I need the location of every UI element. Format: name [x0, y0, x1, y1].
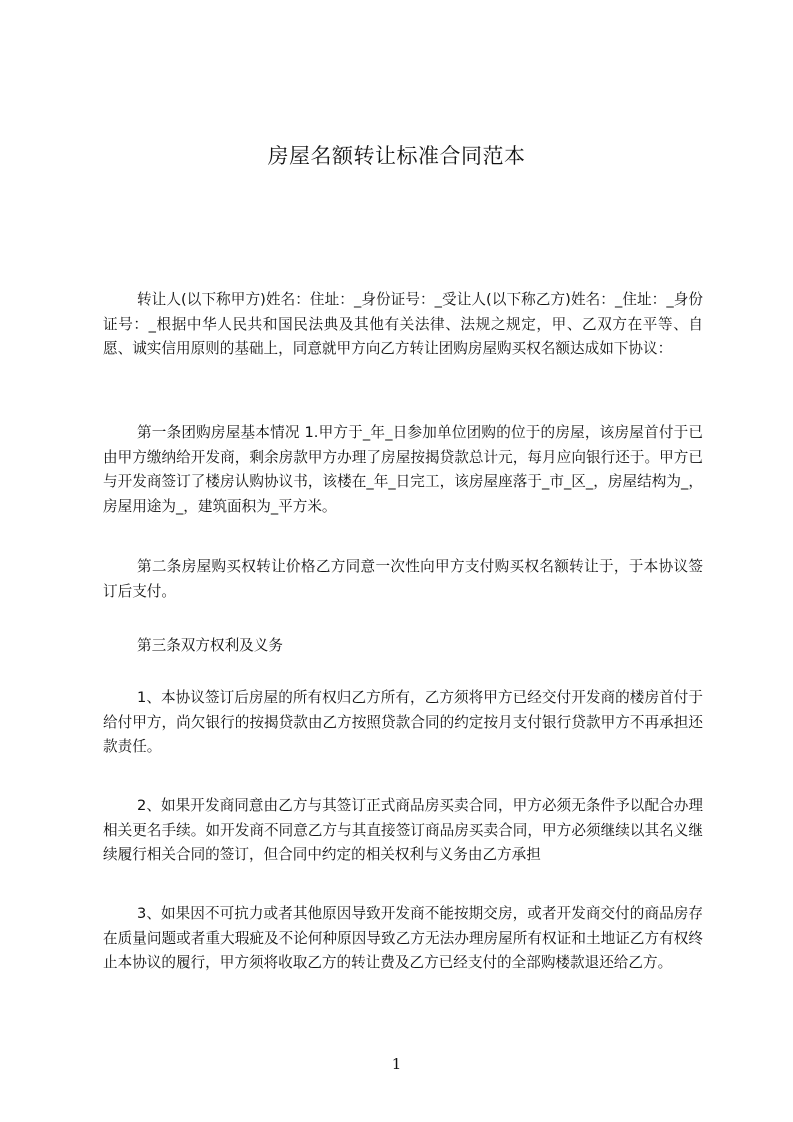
- paragraph-article-2: 第二条房屋购买权转让价格乙方同意一次性向甲方支付购买权名额转让于，于本协议签订后支付。: [103, 558, 703, 600]
- paragraph-clause-2: 2、如果开发商同意由乙方与其签订正式商品房买卖合同，甲方必须无条件予以配合办理相关更名手续。如开发商不同意乙方与其直接签订商品房买卖合同，甲方必须继续以其名义继续履行相关合同的签订，但合同中约定的相关权利与义务由乙方承担: [103, 797, 703, 863]
- paragraph-preamble: 转让人(以下称甲方)姓名：住址：_身份证号：_受让人(以下称乙方)姓名：_住址：_身份证号：_根据中华人民共和国民法典及其他有关法律、法规之规定，甲、乙双方在平等、自愿、诚实信用原则的基础上，同意就甲方向乙方转让团购房屋购买权名额达成如下协议：: [103, 291, 703, 357]
- paragraph-article-1: 第一条团购房屋基本情况 1.甲方于_年_日参加单位团购的位于的房屋，该房屋首付于已由甲方缴纳给开发商，剩余房款甲方办理了房屋按揭贷款总计元，每月应向银行还于。甲方已与开发商签订了楼房认购协议书，该楼在_年_日完工，该房屋座落于_市_区_，房屋结构为_，房屋用途为_，建筑面积为_平方米。: [103, 424, 703, 515]
- paragraph-article-3-heading: 第三条双方权利及义务: [137, 637, 283, 654]
- document-title: 房屋名额转让标准合同范本: [267, 144, 526, 168]
- paragraph-clause-1: 1、本协议签订后房屋的所有权归乙方所有，乙方须将甲方已经交付开发商的楼房首付于给付甲方，尚欠银行的按揭贷款由乙方按照贷款合同的约定按月支付银行贷款甲方不再承担还款责任。: [103, 689, 703, 755]
- paragraph-clause-3: 3、如果因不可抗力或者其他原因导致开发商不能按期交房，或者开发商交付的商品房存在质量问题或者重大瑕疵及不论何种原因导致乙方无法办理房屋所有权证和土地证乙方有权终止本协议的履行，甲方须将收取乙方的转让费及乙方已经支付的全部购楼款退还给乙方。: [103, 905, 703, 971]
- page-number: 1: [391, 1055, 402, 1073]
